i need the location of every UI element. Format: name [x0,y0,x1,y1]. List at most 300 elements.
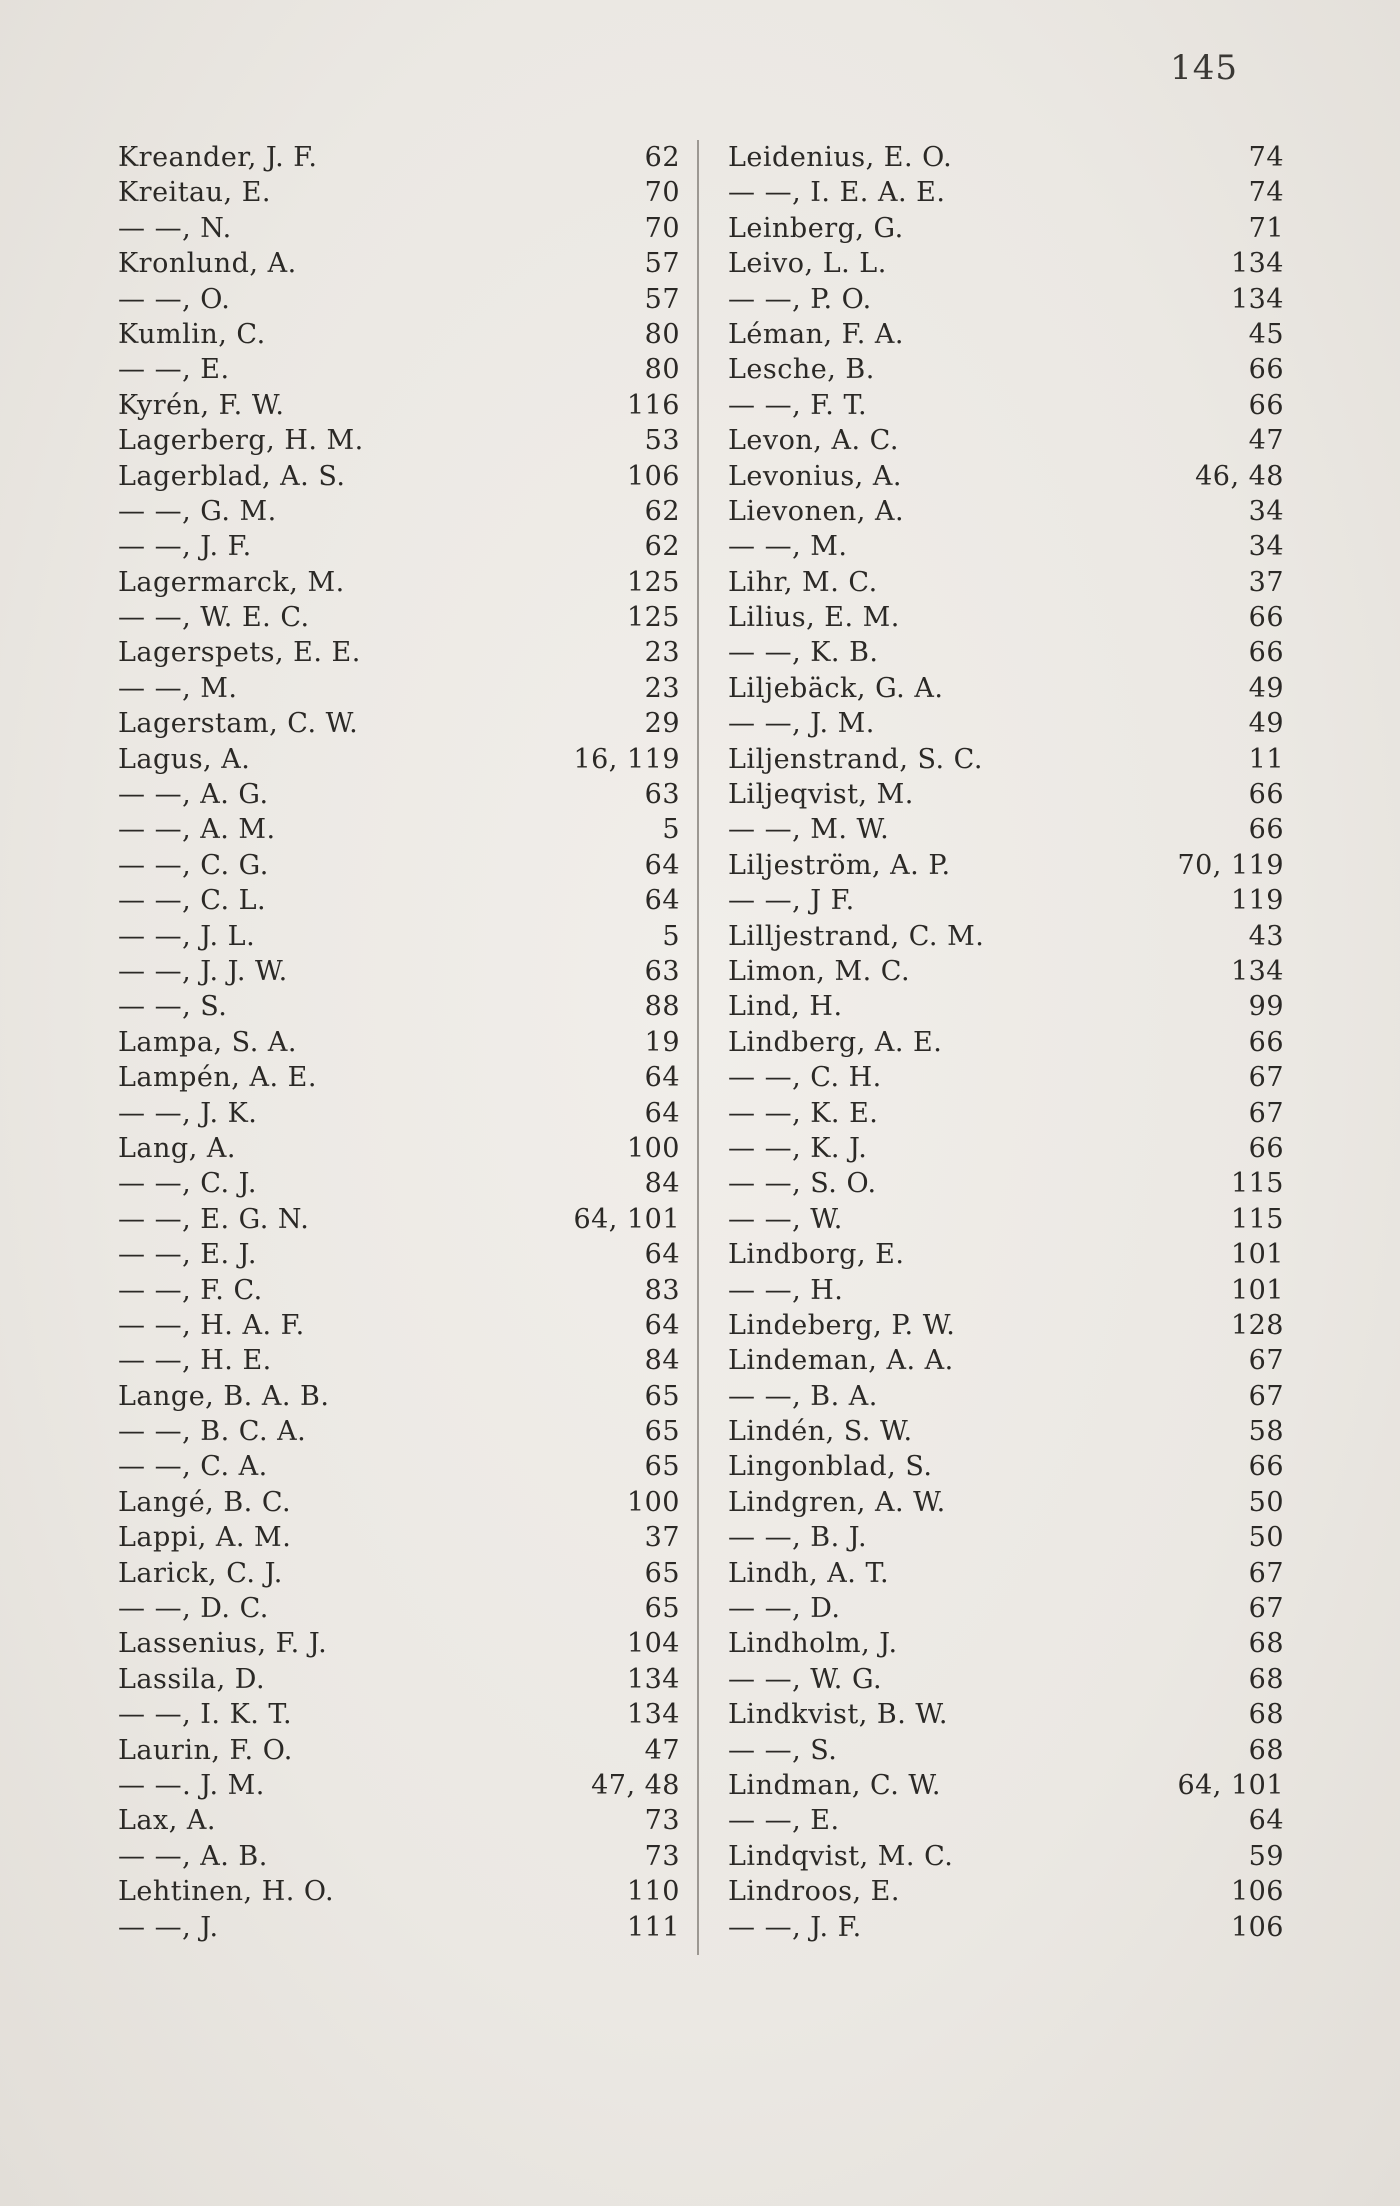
entry-pages: 68 [1248,1628,1284,1660]
entry-pages: 134 [626,1699,680,1731]
index-entry [728,1414,1284,1449]
index-entry [118,706,680,741]
entry-name: — —, S. [728,1734,838,1766]
index-entry [728,1166,1284,1201]
index-entry [118,1556,680,1591]
index-entry [118,1449,680,1484]
entry-pages: 134 [1230,248,1284,280]
entry-name: Lindberg, A. E. [728,1026,943,1058]
entry-pages: 101 [1230,1239,1284,1271]
entry-pages: 65 [644,1557,680,1589]
entry-name: Lievonen, A. [728,495,905,527]
entry-pages: 106 [1230,1911,1284,1943]
entry-pages: 65 [644,1380,680,1412]
index-entry [728,1733,1284,1768]
entry-pages: 65 [644,1451,680,1483]
entry-name: Kronlund, A. [118,248,297,280]
entry-pages: 134 [626,1663,680,1695]
index-entry [728,1662,1284,1697]
entry-pages: 128 [1230,1309,1284,1341]
index-entry [118,989,680,1024]
index-entry [118,883,680,918]
index-entry [118,1874,680,1909]
entry-pages: 37 [1248,566,1284,598]
entry-name: — —, J. L. [118,920,256,952]
entry-name: Levon, A. C. [728,425,899,457]
entry-name: — —, J. M. [728,708,875,740]
entry-name: Kyrén, F. W. [118,389,285,421]
entry-pages: 115 [1230,1168,1284,1200]
index-entry [728,1874,1284,1909]
entry-name: Lang, A. [118,1132,236,1164]
entry-name: — —, O. [118,283,231,315]
index-entry [118,1131,680,1166]
index-entry [728,919,1284,954]
entry-pages: 62 [644,531,680,563]
entry-name: — —, K. E. [728,1097,879,1129]
entry-pages: 84 [644,1345,680,1377]
entry-name: Langé, B. C. [118,1486,292,1518]
entry-pages: 49 [1248,708,1284,740]
entry-pages: 63 [644,779,680,811]
entry-name: — —, J. J. W. [118,955,288,987]
index-entry [728,600,1284,635]
index-entry [118,1273,680,1308]
index-entry [118,1096,680,1131]
entry-pages: 66 [1248,1451,1284,1483]
entry-pages: 64 [644,849,680,881]
entry-name: — —, J. F. [728,1911,862,1943]
entry-pages: 64, 101 [573,1203,680,1235]
entry-name: — —, I. K. T. [118,1699,293,1731]
entry-name: Lehtinen, H. O. [118,1876,335,1908]
index-entry [728,352,1284,387]
entry-name: — —, N. [118,212,232,244]
entry-name: Lagerblad, A. S. [118,460,346,492]
entry-name: — —, S. O. [728,1168,877,1200]
entry-name: Leidenius, E. O. [728,142,953,173]
entry-pages: 57 [644,248,680,280]
entry-pages: 70, 119 [1177,849,1284,881]
entry-name: Levonius, A. [728,460,902,492]
entry-pages: 110 [626,1876,680,1908]
entry-pages: 100 [626,1486,680,1518]
entry-pages: 125 [626,602,680,634]
index-entry [118,1414,680,1449]
index-entry [118,1910,680,1945]
entry-name: — —, G. M. [118,495,277,527]
entry-pages: 67 [1248,1062,1284,1094]
index-entry [118,1379,680,1414]
entry-pages: 119 [1230,885,1284,917]
entry-name: Lappi, A. M. [118,1522,292,1554]
entry-name: Lingonblad, S. [728,1451,933,1483]
entry-name: Lindh, A. T. [728,1557,890,1589]
entry-pages: 115 [1230,1203,1284,1235]
index-entry [118,175,680,210]
entry-name: Liljeström, A. P. [728,849,951,881]
entry-name: Lindeman, A. A. [728,1345,954,1377]
index-entry [728,1237,1284,1272]
index-entry [728,459,1284,494]
entry-pages: 65 [644,1593,680,1625]
index-entry [728,317,1284,352]
column-divider [697,140,699,1955]
entry-pages: 80 [644,318,680,350]
entry-pages: 100 [626,1132,680,1164]
entry-pages: 49 [1248,672,1284,704]
entry-pages: 106 [626,460,680,492]
entry-pages: 84 [644,1168,680,1200]
index-entry [118,1803,680,1838]
index-entry [118,459,680,494]
entry-pages: 111 [626,1911,680,1943]
entry-name: Léman, F. A. [728,318,904,350]
entry-name: Liljeqvist, M. [728,779,914,811]
entry-name: — —, K. B. [728,637,879,669]
entry-pages: 50 [1248,1522,1284,1554]
entry-pages: 74 [1248,177,1284,209]
entry-name: Lampén, A. E. [118,1062,317,1094]
entry-pages: 104 [626,1628,680,1660]
entry-name: — —. J. M. [118,1769,265,1801]
entry-pages: 70 [644,212,680,244]
entry-pages: 70 [644,177,680,209]
entry-pages: 58 [1248,1416,1284,1448]
index-entry [118,1025,680,1060]
entry-pages: 59 [1248,1840,1284,1872]
index-entry [728,954,1284,989]
index-entry [118,246,680,281]
index-entry [118,919,680,954]
index-entry [118,777,680,812]
index-entry [118,1237,680,1272]
entry-name: Lilius, E. M. [728,602,900,634]
entry-name: — —, I. E. A. E. [728,177,946,209]
index-entry [728,989,1284,1024]
entry-name: Lihr, M. C. [728,566,878,598]
entry-pages: 19 [644,1026,680,1058]
index-entry [118,529,680,564]
entry-name: Lindén, S. W. [728,1416,913,1448]
index-entry [118,1202,680,1237]
entry-pages: 47 [644,1734,680,1766]
entry-name: — —, B. J. [728,1522,868,1554]
entry-pages: 23 [644,637,680,669]
entry-pages: 66 [1248,389,1284,421]
index-entry [728,812,1284,847]
index-entry [118,1662,680,1697]
index-entry [118,565,680,600]
entry-name: Larick, C. J. [118,1557,283,1589]
entry-pages: 64 [644,1239,680,1271]
entry-name: — —, K. J. [728,1132,868,1164]
entry-pages: 23 [644,672,680,704]
entry-pages: 66 [1248,779,1284,811]
index-entry [118,1697,680,1732]
index-entry [118,388,680,423]
entry-name: Lampa, S. A. [118,1026,297,1058]
entry-pages: 64 [644,1097,680,1129]
entry-pages: 62 [644,142,680,173]
index-entry [118,812,680,847]
index-entry [118,1166,680,1201]
index-entry [118,635,680,670]
index-entry [118,1626,680,1661]
entry-name: — —, A. B. [118,1840,268,1872]
entry-pages: 5 [662,814,680,846]
entry-name: Lesche, B. [728,354,875,386]
entry-pages: 37 [644,1522,680,1554]
index-entry [728,282,1284,317]
entry-name: — —, J. F. [118,531,252,563]
entry-name: Liljenstrand, S. C. [728,743,983,775]
entry-pages: 46, 48 [1195,460,1284,492]
entry-pages: 73 [644,1805,680,1837]
index-entry [728,1060,1284,1095]
entry-pages: 16, 119 [573,743,680,775]
index-entry [118,352,680,387]
entry-name: Kumlin, C. [118,318,266,350]
index-entry [118,954,680,989]
entry-name: Limon, M. C. [728,955,911,987]
entry-name: — —, W. [728,1203,843,1235]
index-entry [118,671,680,706]
entry-pages: 66 [1248,814,1284,846]
entry-pages: 68 [1248,1699,1284,1731]
index-entry [118,1343,680,1378]
entry-pages: 71 [1248,212,1284,244]
index-entry [728,1273,1284,1308]
entry-pages: 5 [662,920,680,952]
entry-pages: 34 [1248,531,1284,563]
entry-name: Kreander, J. F. [118,142,318,173]
entry-name: — —, C. A. [118,1451,268,1483]
entry-pages: 66 [1248,602,1284,634]
entry-pages: 34 [1248,495,1284,527]
entry-pages: 64 [644,1062,680,1094]
entry-name: Lassenius, F. J. [118,1628,328,1660]
index-entry [118,1308,680,1343]
entry-pages: 67 [1248,1557,1284,1589]
entry-pages: 99 [1248,991,1284,1023]
entry-pages: 47, 48 [591,1769,680,1801]
index-entry [118,423,680,458]
entry-pages: 66 [1248,354,1284,386]
entry-name: Lassila, D. [118,1663,266,1695]
entry-name: Lindholm, J. [728,1628,898,1660]
index-entry [728,1343,1284,1378]
entry-name: — —, W. E. C. [118,602,310,634]
entry-name: — —, H. [728,1274,844,1306]
index-entry [728,635,1284,670]
entry-pages: 67 [1248,1380,1284,1412]
index-entry [728,883,1284,918]
index-entry [118,1520,680,1555]
entry-pages: 11 [1248,743,1284,775]
index-entry [728,1697,1284,1732]
entry-pages: 53 [644,425,680,457]
index-entry [118,1060,680,1095]
index-entry [728,1449,1284,1484]
index-entry [728,1096,1284,1131]
entry-name: — —, B. A. [728,1380,878,1412]
entry-name: — —, J F. [728,885,855,917]
entry-name: — —, F. C. [118,1274,263,1306]
index-entry [118,282,680,317]
entry-name: — —, E. J. [118,1239,257,1271]
entry-pages: 134 [1230,283,1284,315]
entry-name: — —, C. H. [728,1062,882,1094]
entry-name: Lindeberg, P. W. [728,1309,956,1341]
index-entry [728,1131,1284,1166]
index-entry [728,211,1284,246]
entry-name: — —, C. L. [118,885,267,917]
entry-pages: 66 [1248,637,1284,669]
entry-name: — —, C. G. [118,849,269,881]
entry-pages: 125 [626,566,680,598]
entry-pages: 67 [1248,1097,1284,1129]
entry-name: Lange, B. A. B. [118,1380,330,1412]
entry-name: — —, D. [728,1593,841,1625]
entry-name: — —, A. M. [118,814,276,846]
entry-pages: 64 [644,885,680,917]
entry-name: Lagus, A. [118,743,251,775]
index-entry [728,388,1284,423]
entry-pages: 50 [1248,1486,1284,1518]
entry-name: — —, H. E. [118,1345,272,1377]
entry-name: — —, J. [118,1911,219,1943]
entry-name: Lagerstam, C. W. [118,708,359,740]
index-entry [728,671,1284,706]
index-entry [118,494,680,529]
index-entry [118,1768,680,1803]
entry-pages: 116 [626,389,680,421]
index-entry [728,175,1284,210]
index-entry [118,1839,680,1874]
entry-name: — —, E. G. N. [118,1203,310,1235]
entry-name: — —, W. G. [728,1663,883,1695]
index-entry [728,529,1284,564]
index-entry [118,140,680,175]
entry-name: Lagerspets, E. E. [118,637,361,669]
entry-name: — —, P. O. [728,283,872,315]
entry-name: Lindman, C. W. [728,1769,941,1801]
entry-name: Lax, A. [118,1805,216,1837]
index-entry [118,317,680,352]
index-entry [118,1733,680,1768]
entry-pages: 80 [644,354,680,386]
index-entry [728,1591,1284,1626]
left-index-column [118,140,680,1945]
index-entry [728,1202,1284,1237]
page-number: 145 [1170,48,1238,88]
entry-name: — —, M. W. [728,814,890,846]
entry-pages: 47 [1248,425,1284,457]
index-entry [728,1520,1284,1555]
entry-pages: 57 [644,283,680,315]
entry-name: — —, M. [728,531,848,563]
entry-name: — —, S. [118,991,228,1023]
entry-pages: 29 [644,708,680,740]
index-entry [728,1839,1284,1874]
entry-pages: 45 [1248,318,1284,350]
index-entry [728,246,1284,281]
entry-pages: 62 [644,495,680,527]
index-entry [728,1379,1284,1414]
entry-name: — —, B. C. A. [118,1416,307,1448]
index-entry [728,1626,1284,1661]
index-entry [118,848,680,883]
entry-pages: 134 [1230,955,1284,987]
index-entry [728,777,1284,812]
index-entry [728,848,1284,883]
entry-name: — —, H. A. F. [118,1309,305,1341]
index-entry [118,1485,680,1520]
entry-name: Lind, H. [728,991,843,1023]
entry-name: Leinberg, G. [728,212,904,244]
index-entry [728,494,1284,529]
entry-pages: 68 [1248,1663,1284,1695]
entry-name: — —, F. T. [728,389,868,421]
entry-name: — —, E. [118,354,230,386]
index-entry [728,1910,1284,1945]
entry-name: Liljebäck, G. A. [728,672,944,704]
index-entry [118,211,680,246]
entry-name: — —, C. J. [118,1168,257,1200]
entry-pages: 43 [1248,920,1284,952]
index-entry [728,1308,1284,1343]
index-entry [118,600,680,635]
entry-name: Lagerberg, H. M. [118,425,364,457]
index-entry [728,1025,1284,1060]
right-index-column [728,140,1284,1945]
entry-name: Lindgren, A. W. [728,1486,946,1518]
entry-name: Lagermarck, M. [118,566,345,598]
entry-pages: 65 [644,1416,680,1448]
index-entry [728,1485,1284,1520]
index-entry [728,1803,1284,1838]
entry-pages: 67 [1248,1345,1284,1377]
entry-pages: 66 [1248,1132,1284,1164]
index-entry [728,1556,1284,1591]
entry-name: — —, J. K. [118,1097,258,1129]
entry-pages: 74 [1248,142,1284,173]
entry-name: Lindkvist, B. W. [728,1699,948,1731]
index-entry [728,706,1284,741]
entry-name: Lindroos, E. [728,1876,900,1908]
entry-pages: 64 [1248,1805,1284,1837]
entry-pages: 63 [644,955,680,987]
entry-pages: 64 [644,1309,680,1341]
index-entry [728,565,1284,600]
entry-pages: 67 [1248,1593,1284,1625]
entry-name: Lilljestrand, C. M. [728,920,985,952]
entry-pages: 66 [1248,1026,1284,1058]
index-entry [728,423,1284,458]
entry-name: Kreitau, E. [118,177,271,209]
index-entry [118,1591,680,1626]
entry-name: Laurin, F. O. [118,1734,293,1766]
entry-pages: 68 [1248,1734,1284,1766]
entry-name: Lindborg, E. [728,1239,905,1271]
entry-name: — —, A. G. [118,779,269,811]
entry-name: — —, M. [118,672,238,704]
index-entry [728,742,1284,777]
entry-name: — —, D. C. [118,1593,269,1625]
index-entry [728,140,1284,175]
entry-pages: 101 [1230,1274,1284,1306]
